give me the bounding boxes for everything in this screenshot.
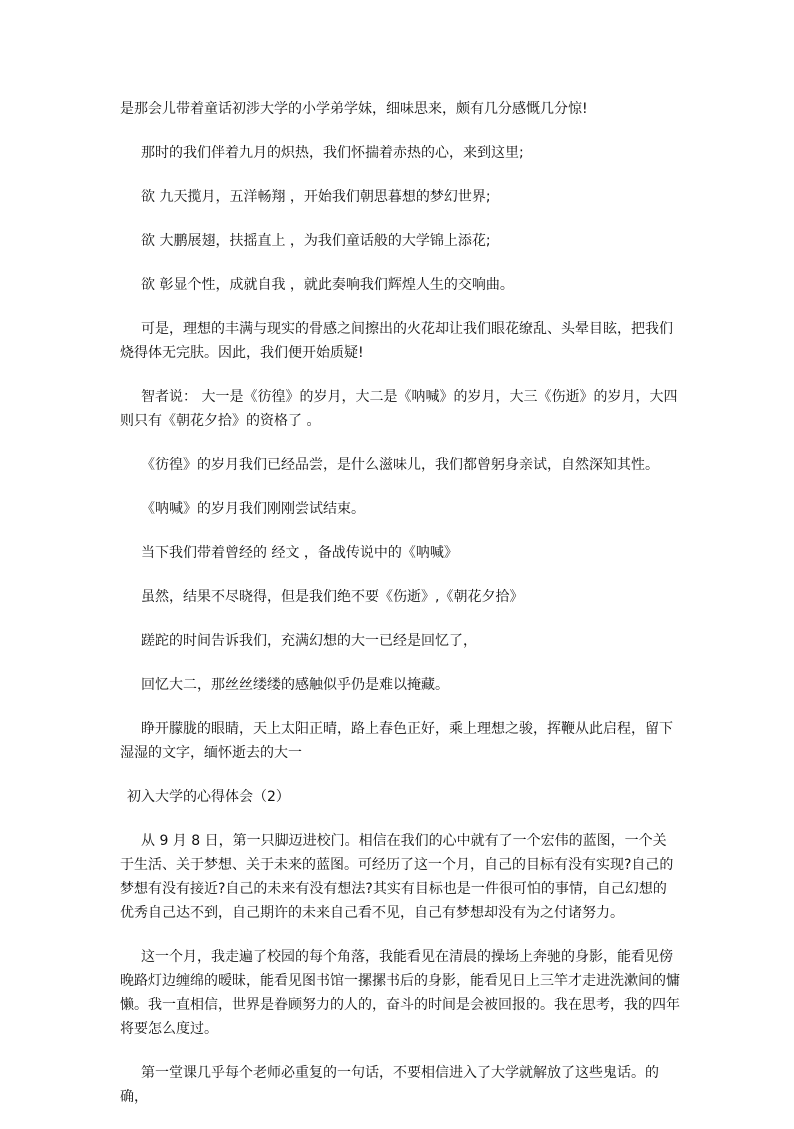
- paragraph: 虽然，结果不尽晓得，但是我们绝不要《伤逝》,《朝花夕拾》: [141, 589, 524, 605]
- section-heading: 初入大学的心得体会（2）: [127, 789, 290, 805]
- paragraph: 可是，理想的丰满与现实的骨感之间擦出的火花却让我们眼花缭乱、头晕目眩，把我们烧得体无完肤。因此，我们便开始质疑!: [120, 321, 673, 361]
- paragraph: 蹉跎的时间告诉我们，充满幻想的大一已经是回忆了，: [141, 633, 477, 649]
- paragraph: 当下我们带着曾经的 经文 ，备战传说中的《呐喊》: [141, 545, 458, 561]
- paragraph: 欲 彰显个性，成就自我 ，就此奏响我们辉煌人生的交响曲。: [141, 277, 514, 293]
- paragraph: 那时的我们伴着九月的炽热，我们怀揣着赤热的心，来到这里;: [141, 145, 524, 161]
- paragraph: 《彷徨》的岁月我们已经品尝，是什么滋味儿，我们都曾躬身亲试，自然深知其性。: [141, 457, 659, 473]
- document-page: [120, 97, 680, 1129]
- paragraph: 欲 大鹏展翅，扶摇直上 ，为我们童话般的大学锦上添花;: [141, 233, 491, 249]
- paragraph: 第一堂课几乎每个老师必重复的一句话，不要相信进入了大学就解放了这些鬼话。的确，: [120, 1065, 659, 1105]
- paragraph: 这一个月，我走遍了校园的每个角落，我能看见在清晨的操场上奔驰的身影，能看见傍晚路灯边缠绵的暧昧，能看见图书馆一摞摞书后的身影，能看见日上三竿才走进洗漱间的慵懒。我一直相信，世界是眷顾努力的人的，奋斗的时间是会被回报的。我在思考，我的四年将要怎么度过。: [120, 949, 680, 1037]
- paragraph: 是那会儿带着童话初涉大学的小学弟学妹，细味思来，颇有几分感慨几分惊!: [120, 101, 588, 117]
- paragraph: 欲 九天揽月，五洋畅翔 ，开始我们朝思暮想的梦幻世界;: [141, 189, 491, 205]
- paragraph: 回忆大二，那丝丝缕缕的感触似乎仍是难以掩藏。: [141, 677, 449, 693]
- paragraph: 智者说： 大一是《彷徨》的岁月，大二是《呐喊》的岁月，大三《伤逝》的岁月，大四则只有《朝花夕拾》的资格了 。: [120, 389, 678, 429]
- paragraph: 从 9 月 8 日，第一只脚迈进校门。相信在我们的心中就有了一个宏伟的蓝图，一个关于生活、关于梦想、关于未来的蓝图。可经历了这一个月，自己的目标有没有实现?自己的梦想有没有接近?自己的未来有没有想法?其实有目标也是一件很可怕的事情，自己幻想的优秀自己达不到，自己期许的未来自己看不见，自己有梦想却没有为之付诸努力。: [120, 833, 674, 921]
- paragraph: 《呐喊》的岁月我们刚刚尝试结束。: [141, 501, 365, 517]
- paragraph: 睁开朦胧的眼睛，天上太阳正晴，路上春色正好，乘上理想之骏，挥鞭从此启程，留下湿湿的文字，缅怀逝去的大一: [120, 721, 673, 761]
